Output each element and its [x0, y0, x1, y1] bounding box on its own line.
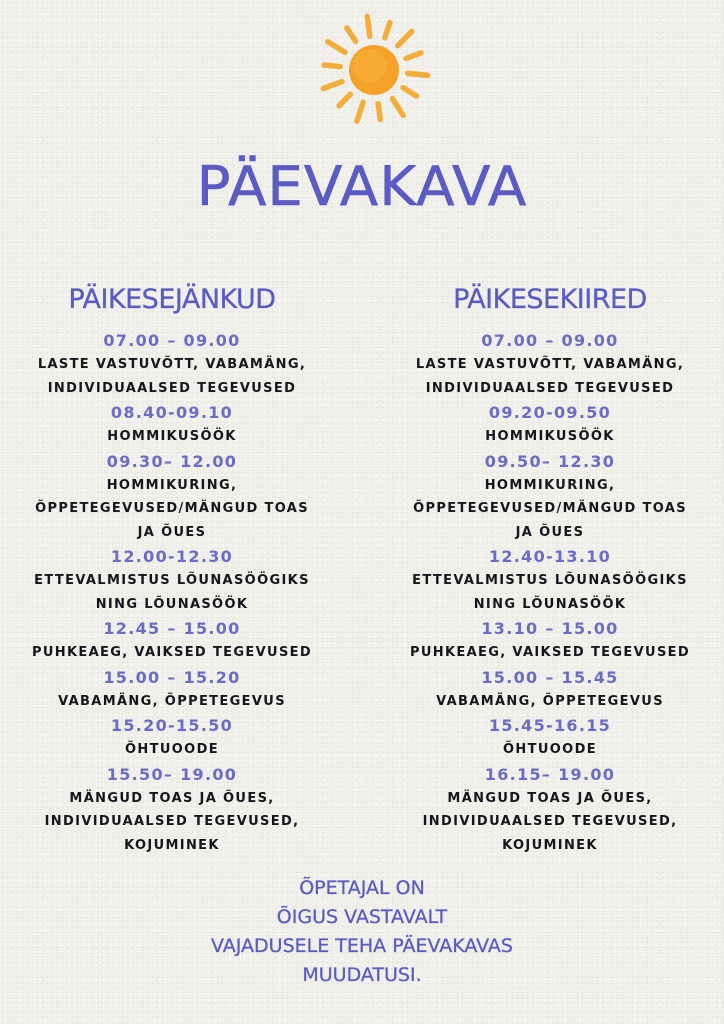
- entry-time: 07.00 – 09.00: [481, 331, 619, 350]
- footer-line: MUUDATUSI.: [302, 964, 422, 986]
- page-title: PÄEVAKAVA: [196, 155, 528, 218]
- entry-time: 12.45 – 15.00: [103, 619, 241, 638]
- sun-ray: [357, 102, 363, 121]
- sun-ray: [324, 65, 340, 67]
- entry-time: 15.00 – 15.45: [481, 667, 619, 687]
- entry-activity: INDIVIDUAALSED TEGEVUSED: [47, 380, 297, 396]
- entry-activity: NING LÕUNASÖÖK: [95, 596, 249, 612]
- entry-time: 16.15– 19.00: [484, 764, 616, 784]
- sun-ray: [328, 42, 345, 53]
- entry-activity: HOMMIKUSÖÖK: [485, 429, 615, 444]
- schedule-entry: [0, 449, 344, 545]
- entry-activity: JA ÕUES: [515, 524, 585, 540]
- footer-line: VAJADUSELE TEHA PÄEVAKAVAS: [211, 935, 513, 957]
- entry-time: 09.50– 12.30: [484, 451, 616, 471]
- entry-activity: ÕHTUOODE: [125, 742, 219, 757]
- schedule-entry: [378, 449, 722, 545]
- column-heading: PÄIKESEJÄNKUD: [68, 284, 276, 315]
- schedule-column-paikesejankud: [0, 280, 344, 857]
- footer-line: ÕIGUS VASTAVALT: [276, 906, 448, 928]
- schedule-column-paikesekiired: [378, 280, 722, 857]
- sun-ray: [347, 28, 356, 41]
- sun-icon: [314, 10, 434, 130]
- entry-activity: VABAMÄNG, ÕPPETEGEVUS: [58, 693, 286, 709]
- footer-note: [0, 874, 724, 990]
- entry-time: 12.00-12.30: [110, 547, 234, 566]
- entry-activity: INDIVIDUAALSED TEGEVUSED,: [44, 814, 300, 829]
- entry-time: 09.30– 12.00: [106, 451, 238, 471]
- entry-activity: VABAMÄNG, ÕPPETEGEVUS: [436, 693, 664, 709]
- entry-time: 15.50– 19.00: [106, 764, 238, 784]
- entry-activity: ETTEVALMISTUS LÕUNASÖÖGIKS: [34, 573, 310, 588]
- schedule-entry: [378, 713, 722, 762]
- entry-time: 09.20-09.50: [488, 403, 612, 422]
- entry-activity: PUHKEAEG, VAIKSED TEGEVUSED: [409, 645, 691, 660]
- schedule-entry: [378, 665, 722, 714]
- entry-time: 12.40-13.10: [488, 547, 612, 566]
- entry-time: 15.00 – 15.20: [103, 667, 241, 687]
- entry-time: 15.20-15.50: [110, 716, 234, 735]
- schedule-entry: [378, 544, 722, 616]
- entry-activity: ÕPPETEGEVUSED/MÄNGUD TOAS: [35, 501, 309, 516]
- entry-activity: MÄNGUD TOAS JA ÕUES,: [69, 790, 275, 806]
- entry-activity: HOMMIKURING,: [484, 477, 616, 493]
- sun-ray: [339, 94, 350, 106]
- entry-activity: ÕPPETEGEVUSED/MÄNGUD TOAS: [413, 501, 687, 516]
- schedule-entry: [0, 665, 344, 714]
- entry-activity: INDIVIDUAALSED TEGEVUSED,: [422, 814, 678, 829]
- entry-activity: MÄNGUD TOAS JA ÕUES,: [447, 790, 653, 806]
- schedule-entry: [0, 400, 344, 449]
- entry-time: 08.40-09.10: [110, 403, 234, 422]
- schedule-entry: [378, 400, 722, 449]
- entry-activity: HOMMIKUSÖÖK: [107, 429, 237, 444]
- entry-time: 15.45-16.15: [488, 716, 612, 735]
- schedule-entry: [378, 762, 722, 858]
- schedule-entry: [0, 328, 344, 400]
- sun-ray: [367, 16, 370, 36]
- entry-activity: ETTEVALMISTUS LÕUNASÖÖGIKS: [412, 573, 688, 588]
- footer-line: ÕPETAJAL ON: [299, 877, 425, 899]
- sun-ray: [385, 23, 390, 38]
- entry-activity: KOJUMINEK: [502, 837, 598, 853]
- entry-activity: NING LÕUNASÖÖK: [473, 596, 627, 612]
- sun-ray: [403, 88, 417, 96]
- entry-activity: LASTE VASTUVÕTT, VABAMÄNG,: [37, 357, 307, 372]
- schedule-entry: [0, 762, 344, 858]
- sun-ray: [378, 104, 380, 120]
- schedule-entry: [0, 616, 344, 665]
- column-heading: PÄIKESEKIIRED: [453, 284, 647, 315]
- sun-ray: [392, 99, 403, 116]
- entry-activity: ÕHTUOODE: [503, 742, 597, 757]
- entry-activity: JA ÕUES: [137, 524, 207, 540]
- schedule-entry: [0, 713, 344, 762]
- sun-ray: [323, 82, 342, 89]
- sun-ray: [406, 53, 421, 59]
- schedule-entry: [378, 328, 722, 400]
- sun-ray: [398, 31, 412, 45]
- entry-activity: KOJUMINEK: [124, 837, 220, 853]
- schedule-entry: [0, 544, 344, 616]
- entry-time: 07.00 – 09.00: [103, 331, 241, 350]
- schedule-entry: [378, 616, 722, 665]
- entry-time: 13.10 – 15.00: [481, 619, 619, 638]
- sun-ray: [408, 73, 428, 75]
- entry-activity: HOMMIKURING,: [106, 477, 238, 493]
- entry-activity: LASTE VASTUVÕTT, VABAMÄNG,: [415, 357, 685, 372]
- entry-activity: INDIVIDUAALSED TEGEVUSED: [425, 380, 675, 396]
- entry-activity: PUHKEAEG, VAIKSED TEGEVUSED: [31, 645, 313, 660]
